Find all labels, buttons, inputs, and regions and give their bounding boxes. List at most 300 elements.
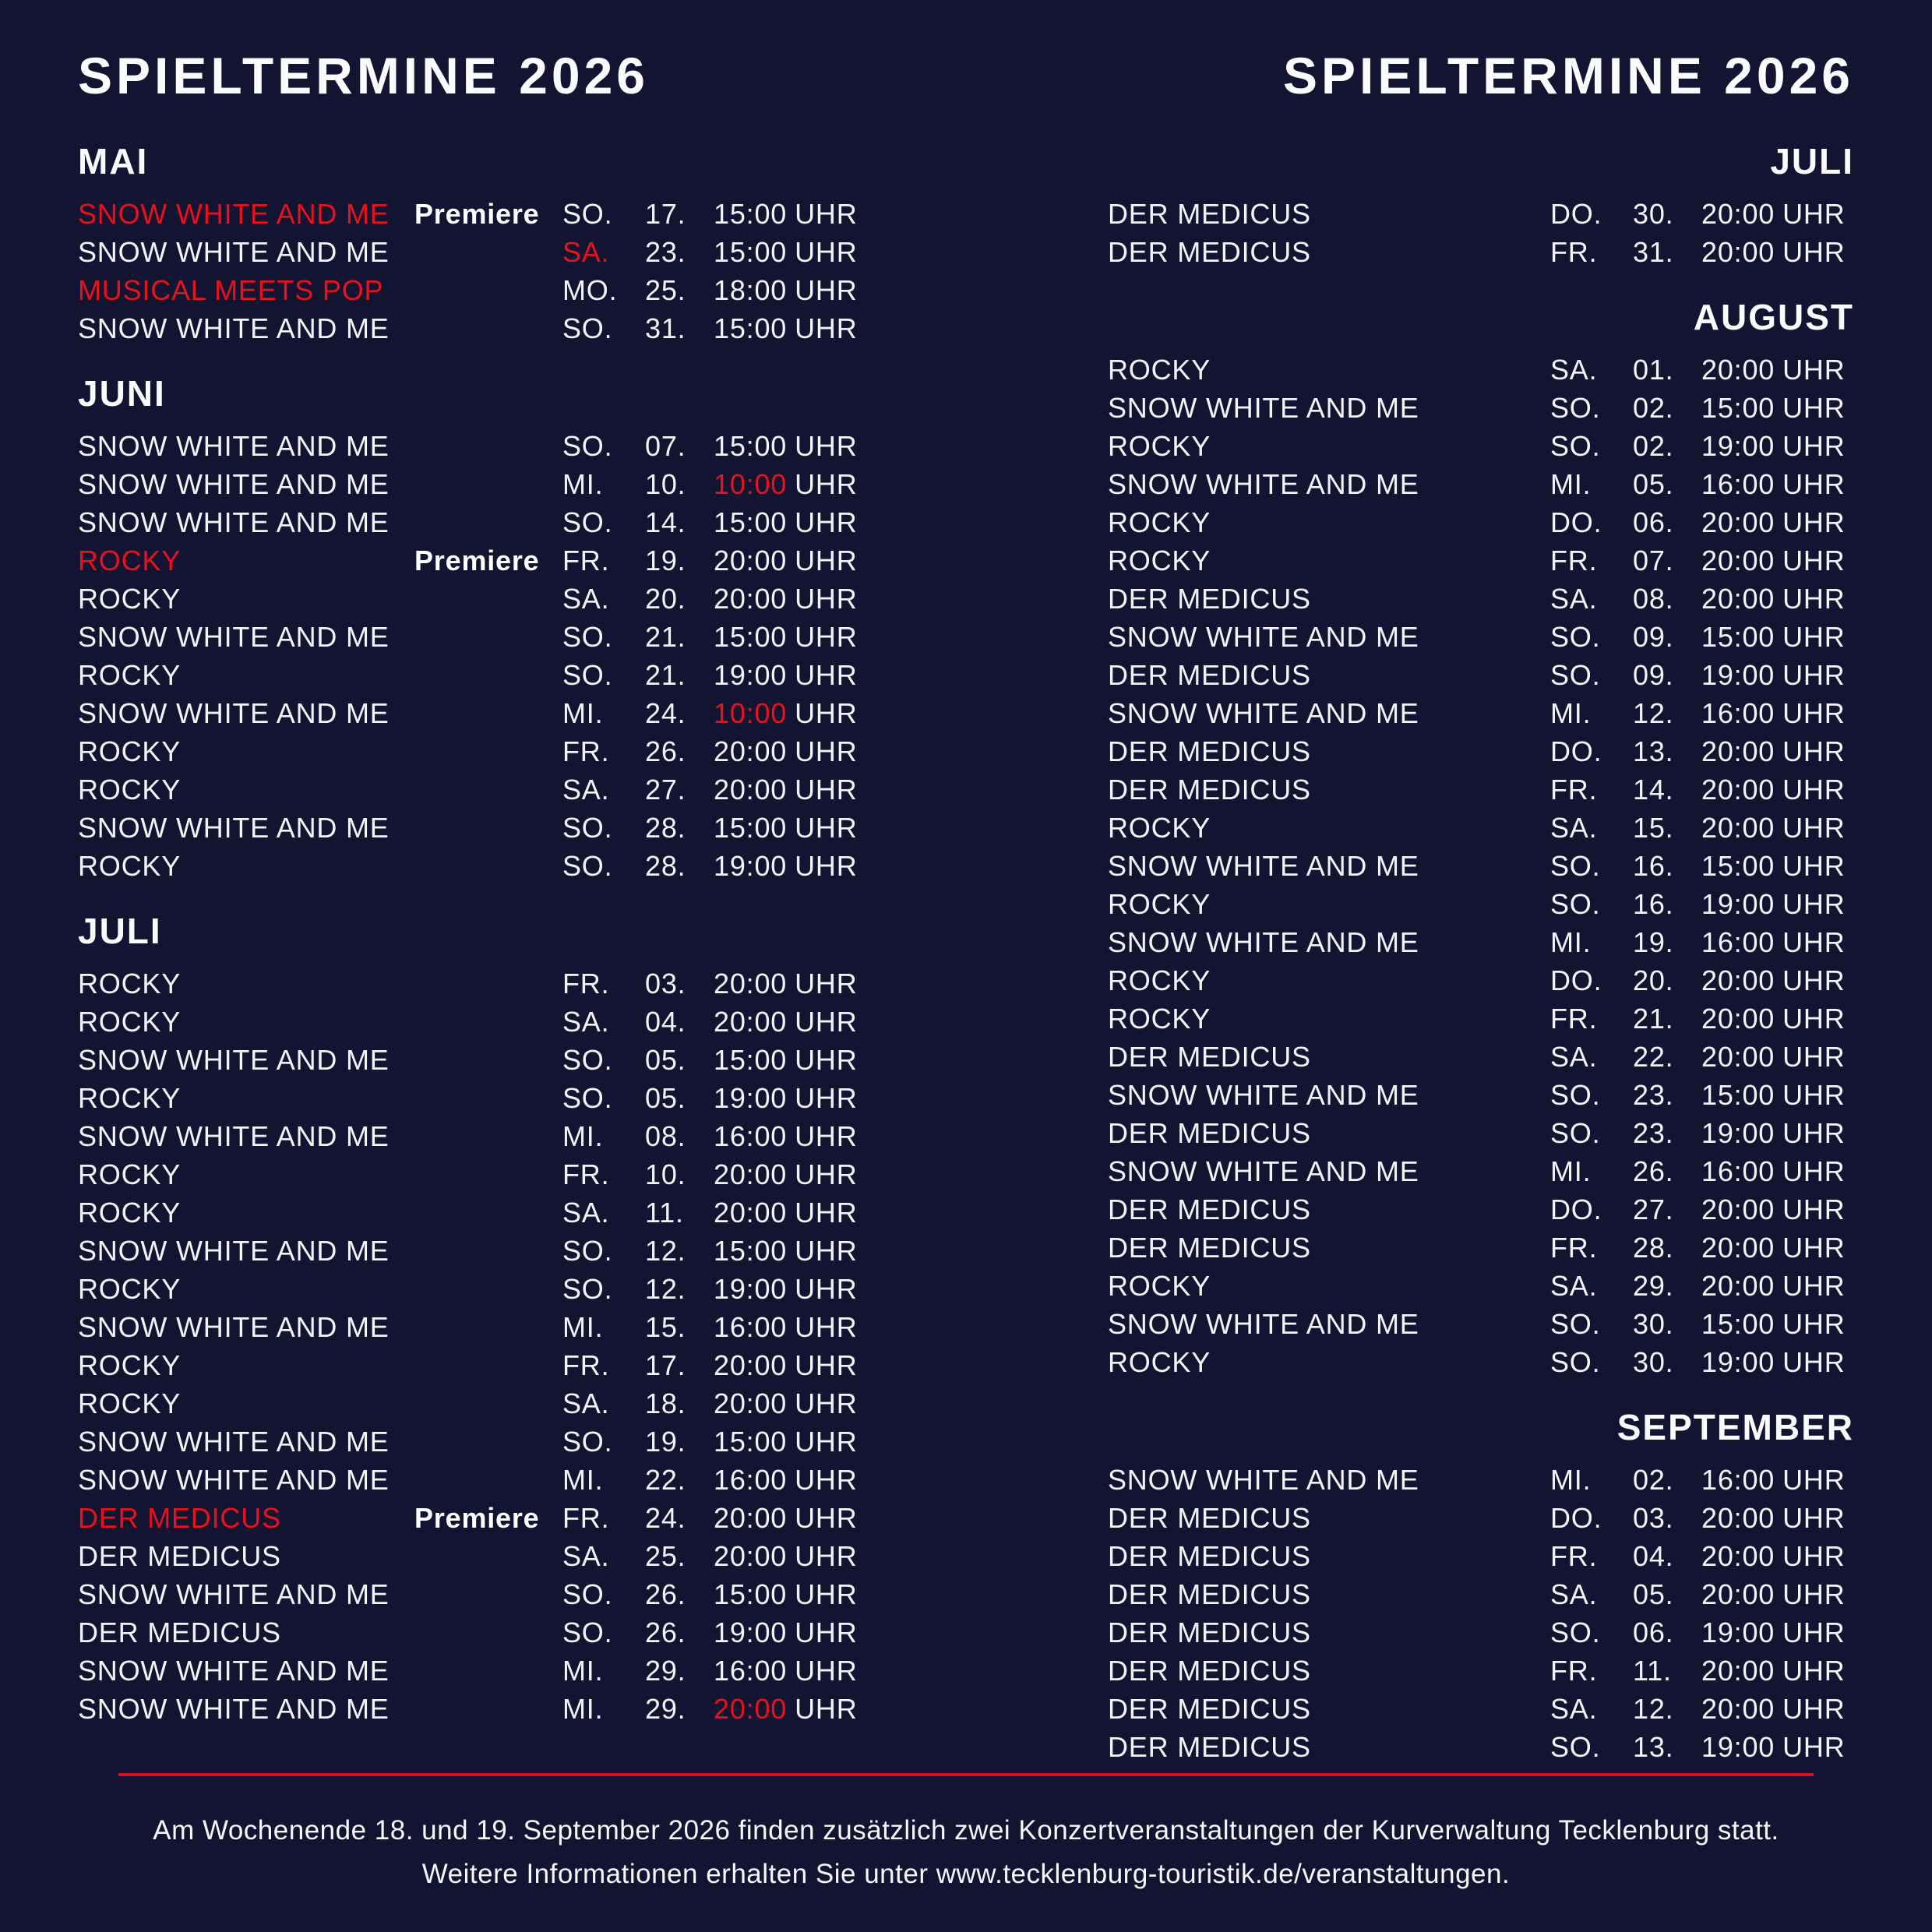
uhr-label: UHR <box>795 198 858 230</box>
schedule-row <box>1108 618 1854 656</box>
show-name: ROCKY <box>1108 964 1211 996</box>
show-name: SNOW WHITE AND ME <box>78 1311 390 1343</box>
schedule-row <box>1108 1652 1854 1690</box>
schedule-row <box>78 618 866 656</box>
date-cell: 20. <box>1633 964 1674 996</box>
uhr-label: UHR <box>1782 1693 1846 1725</box>
time-value: 20:00 <box>1701 1502 1775 1534</box>
time-cell <box>1701 1499 1854 1537</box>
time-cell <box>714 427 866 465</box>
schedule-row <box>1108 1152 1854 1190</box>
uhr-label: UHR <box>1782 1193 1846 1225</box>
month-header: JUNI <box>78 373 166 414</box>
show-name: ROCKY <box>1108 506 1211 538</box>
day-cell: SO. <box>562 1235 613 1267</box>
footer-area <box>78 1773 1854 1904</box>
date-cell: 19. <box>1633 926 1674 958</box>
time-cell <box>1701 1728 1854 1766</box>
time-cell <box>1701 1575 1854 1613</box>
day-cell: SO. <box>1550 430 1601 462</box>
time-value: 10:00 <box>714 468 788 500</box>
time-value: 16:00 <box>714 1464 788 1496</box>
date-cell: 17. <box>645 198 686 230</box>
show-name: ROCKY <box>78 1197 182 1229</box>
time-value: 15:00 <box>714 621 788 653</box>
day-cell: SO. <box>1550 1346 1601 1378</box>
time-value: 20:00 <box>714 1502 788 1534</box>
time-cell <box>1701 233 1854 271</box>
time-value: 16:00 <box>1701 697 1775 729</box>
show-name: ROCKY <box>1108 430 1211 462</box>
day-cell: SA. <box>562 236 610 268</box>
schedule-row <box>1108 923 1854 961</box>
uhr-label: UHR <box>1782 1270 1846 1302</box>
time-value: 20:00 <box>714 1540 788 1572</box>
date-cell: 28. <box>645 812 686 844</box>
time-value: 20:00 <box>714 1006 788 1038</box>
day-cell: SO. <box>1550 392 1601 424</box>
uhr-label: UHR <box>795 1502 858 1534</box>
time-value: 19:00 <box>714 1273 788 1305</box>
show-name: ROCKY <box>78 583 182 615</box>
day-cell: MI. <box>562 1311 604 1343</box>
date-cell: 24. <box>645 697 686 729</box>
date-cell: 23. <box>1633 1117 1674 1149</box>
show-name: DER MEDICUS <box>1108 735 1311 767</box>
show-name: SNOW WHITE AND ME <box>1108 1079 1419 1111</box>
day-cell: MI. <box>562 468 604 500</box>
schedule-row <box>78 1461 866 1499</box>
show-name: ROCKY <box>78 850 182 882</box>
show-name: SNOW WHITE AND ME <box>78 1426 390 1458</box>
schedule-row <box>1108 732 1854 770</box>
month-section-juli <box>78 911 866 1728</box>
uhr-label: UHR <box>1782 888 1846 920</box>
uhr-label: UHR <box>795 850 858 882</box>
time-value: 20:00 <box>714 735 788 767</box>
date-cell: 19. <box>645 1426 686 1458</box>
time-value: 10:00 <box>714 697 788 729</box>
time-value: 19:00 <box>1701 1346 1775 1378</box>
show-name: SNOW WHITE AND ME <box>78 506 390 538</box>
uhr-label: UHR <box>795 1082 858 1114</box>
uhr-label: UHR <box>795 1578 858 1610</box>
uhr-label: UHR <box>1782 926 1846 958</box>
uhr-label: UHR <box>795 1197 858 1229</box>
uhr-label: UHR <box>1782 468 1846 500</box>
page-title-left: SPIELTERMINE 2026 <box>78 47 649 104</box>
time-cell <box>714 1193 866 1232</box>
time-cell <box>1701 923 1854 961</box>
uhr-label: UHR <box>795 697 858 729</box>
schedule-row <box>78 233 866 271</box>
show-name: ROCKY <box>78 545 182 576</box>
time-cell <box>714 1079 866 1117</box>
schedule-row <box>1108 1613 1854 1652</box>
time-cell <box>1701 1652 1854 1690</box>
date-cell: 09. <box>1633 621 1674 653</box>
month-section-september <box>1108 1408 1854 1766</box>
uhr-label: UHR <box>1782 236 1846 268</box>
show-name: ROCKY <box>78 774 182 806</box>
date-cell: 08. <box>1633 583 1674 615</box>
uhr-label: UHR <box>795 1273 858 1305</box>
day-cell: FR. <box>562 1158 610 1190</box>
time-cell <box>1701 694 1854 732</box>
uhr-label: UHR <box>1782 583 1846 615</box>
show-name: SNOW WHITE AND ME <box>78 621 390 653</box>
time-cell <box>1701 1076 1854 1114</box>
show-name: ROCKY <box>78 1006 182 1038</box>
schedule-row <box>1108 1038 1854 1076</box>
uhr-label: UHR <box>1782 1155 1846 1187</box>
time-cell <box>1701 1537 1854 1575</box>
schedule-row <box>1108 1537 1854 1575</box>
day-cell: DO. <box>1550 1193 1602 1225</box>
show-name: SNOW WHITE AND ME <box>78 697 390 729</box>
footer-note-line2: Weitere Informationen erhalten Sie unter www.tecklenburg-touristik.de/veranstaltungen. <box>421 1859 1511 1889</box>
uhr-label: UHR <box>795 1311 858 1343</box>
time-value: 20:00 <box>1701 1193 1775 1225</box>
date-cell: 25. <box>645 274 686 306</box>
time-cell <box>714 1499 866 1537</box>
show-name: ROCKY <box>78 1349 182 1381</box>
schedule-row <box>1108 389 1854 427</box>
time-value: 20:00 <box>1701 198 1775 230</box>
schedule-row <box>78 1232 866 1270</box>
date-cell: 03. <box>1633 1502 1674 1534</box>
day-cell: MI. <box>1550 1155 1592 1187</box>
time-cell <box>714 271 866 309</box>
uhr-label: UHR <box>795 1616 858 1648</box>
time-value: 20:00 <box>1701 1270 1775 1302</box>
uhr-label: UHR <box>795 1693 858 1725</box>
date-cell: 15. <box>1633 812 1674 844</box>
schedule-row <box>1108 656 1854 694</box>
right-column <box>1108 47 1854 1766</box>
time-value: 20:00 <box>1701 236 1775 268</box>
time-value: 20:00 <box>1701 354 1775 386</box>
schedule-row <box>1108 1114 1854 1152</box>
schedule-row <box>78 694 866 732</box>
date-cell: 02. <box>1633 430 1674 462</box>
schedule-row <box>78 271 866 309</box>
time-value: 20:00 <box>1701 506 1775 538</box>
time-cell <box>1701 1690 1854 1728</box>
schedule-row <box>1108 465 1854 503</box>
time-cell <box>1701 541 1854 580</box>
day-cell: SO. <box>562 1578 613 1610</box>
schedule-row <box>78 1155 866 1193</box>
time-cell <box>1701 732 1854 770</box>
time-value: 15:00 <box>1701 621 1775 653</box>
show-name: SNOW WHITE AND ME <box>78 198 390 230</box>
schedule-row <box>78 427 866 465</box>
uhr-label: UHR <box>1782 1616 1846 1648</box>
day-cell: FR. <box>1550 545 1598 576</box>
date-cell: 14. <box>645 506 686 538</box>
time-value: 16:00 <box>714 1120 788 1152</box>
uhr-label: UHR <box>795 236 858 268</box>
date-cell: 05. <box>1633 1578 1674 1610</box>
show-name: SNOW WHITE AND ME <box>78 1578 390 1610</box>
date-cell: 24. <box>645 1502 686 1534</box>
time-cell <box>714 1652 866 1690</box>
schedule-columns <box>78 47 1854 1766</box>
date-cell: 29. <box>1633 1270 1674 1302</box>
show-name: ROCKY <box>1108 1270 1211 1302</box>
date-cell: 30. <box>1633 1346 1674 1378</box>
schedule-row <box>78 1308 866 1346</box>
uhr-label: UHR <box>795 312 858 344</box>
show-name: ROCKY <box>78 735 182 767</box>
schedule-row <box>1108 1229 1854 1267</box>
show-name: SNOW WHITE AND ME <box>78 312 390 344</box>
premiere-label: Premiere <box>414 198 540 230</box>
time-cell <box>1701 656 1854 694</box>
time-cell <box>1701 1114 1854 1152</box>
time-value: 20:00 <box>1701 812 1775 844</box>
schedule-row <box>1108 1499 1854 1537</box>
schedule-row <box>78 1003 866 1041</box>
time-cell <box>714 1003 866 1041</box>
time-cell <box>714 465 866 503</box>
day-cell: MO. <box>562 274 618 306</box>
schedule-row <box>78 1193 866 1232</box>
uhr-label: UHR <box>795 1387 858 1419</box>
day-cell: SA. <box>562 1540 610 1572</box>
day-cell: MI. <box>562 1693 604 1725</box>
day-cell: SO. <box>562 198 613 230</box>
day-cell: SA. <box>1550 1578 1598 1610</box>
time-cell <box>1701 1305 1854 1343</box>
schedule-row <box>78 1346 866 1384</box>
uhr-label: UHR <box>1782 1346 1846 1378</box>
show-name: SNOW WHITE AND ME <box>78 1235 390 1267</box>
time-cell <box>1701 1229 1854 1267</box>
schedule-row <box>1108 195 1854 233</box>
uhr-label: UHR <box>1782 697 1846 729</box>
schedule-row <box>78 1575 866 1613</box>
date-cell: 12. <box>645 1235 686 1267</box>
time-cell <box>714 1232 866 1270</box>
show-name: DER MEDICUS <box>1108 1041 1311 1073</box>
show-name: DER MEDICUS <box>78 1540 281 1572</box>
date-cell: 23. <box>645 236 686 268</box>
time-cell <box>714 1270 866 1308</box>
show-name: ROCKY <box>78 1273 182 1305</box>
time-cell <box>1701 427 1854 465</box>
time-value: 15:00 <box>714 1426 788 1458</box>
day-cell: MI. <box>1550 926 1592 958</box>
day-cell: SO. <box>562 506 613 538</box>
schedule-row <box>1108 233 1854 271</box>
schedule-row <box>78 770 866 809</box>
schedule-row <box>78 1423 866 1461</box>
time-cell <box>1701 809 1854 847</box>
show-name: ROCKY <box>78 659 182 691</box>
time-cell <box>714 770 866 809</box>
time-cell <box>714 1041 866 1079</box>
day-cell: SO. <box>562 850 613 882</box>
uhr-label: UHR <box>1782 964 1846 996</box>
time-cell <box>714 195 866 233</box>
schedule-row <box>1108 847 1854 885</box>
uhr-label: UHR <box>1782 735 1846 767</box>
day-cell: SO. <box>562 659 613 691</box>
day-cell: SA. <box>1550 583 1598 615</box>
day-cell: SO. <box>562 430 613 462</box>
day-cell: SO. <box>562 621 613 653</box>
date-cell: 27. <box>645 774 686 806</box>
time-value: 20:00 <box>714 1693 788 1725</box>
uhr-label: UHR <box>1782 1540 1846 1572</box>
date-cell: 23. <box>1633 1079 1674 1111</box>
time-cell <box>714 1346 866 1384</box>
day-cell: SA. <box>1550 1041 1598 1073</box>
schedule-row <box>78 1117 866 1155</box>
show-name: ROCKY <box>78 968 182 999</box>
time-cell <box>714 1537 866 1575</box>
page-title-right: SPIELTERMINE 2026 <box>1283 47 1854 104</box>
date-cell: 06. <box>1633 1616 1674 1648</box>
schedule-row <box>1108 503 1854 541</box>
schedule-row <box>78 1384 866 1423</box>
uhr-label: UHR <box>1782 1655 1846 1687</box>
time-cell <box>1701 1461 1854 1499</box>
show-name: SNOW WHITE AND ME <box>1108 392 1419 424</box>
date-cell: 30. <box>1633 198 1674 230</box>
day-cell: DO. <box>1550 735 1602 767</box>
schedule-row <box>78 580 866 618</box>
time-value: 19:00 <box>1701 659 1775 691</box>
time-cell <box>714 847 866 885</box>
schedule-row <box>1108 1461 1854 1499</box>
show-name: ROCKY <box>1108 545 1211 576</box>
day-cell: MI. <box>1550 468 1592 500</box>
schedule-row <box>78 656 866 694</box>
time-cell <box>1701 1613 1854 1652</box>
month-section-mai <box>78 142 866 347</box>
schedule-row <box>78 309 866 347</box>
schedule-row <box>78 195 866 233</box>
date-cell: 28. <box>1633 1232 1674 1264</box>
show-name: ROCKY <box>78 1158 182 1190</box>
day-cell: FR. <box>562 735 610 767</box>
date-cell: 05. <box>645 1044 686 1076</box>
time-cell <box>714 233 866 271</box>
uhr-label: UHR <box>1782 1731 1846 1763</box>
time-cell <box>1701 1343 1854 1381</box>
time-cell <box>714 618 866 656</box>
day-cell: SO. <box>1550 621 1601 653</box>
time-value: 20:00 <box>714 545 788 576</box>
date-cell: 22. <box>1633 1041 1674 1073</box>
day-cell: SO. <box>562 1082 613 1114</box>
day-cell: MI. <box>562 697 604 729</box>
schedule-row <box>1108 694 1854 732</box>
day-cell: FR. <box>1550 1540 1598 1572</box>
schedule-row <box>78 1499 866 1537</box>
show-name: SNOW WHITE AND ME <box>78 1044 390 1076</box>
day-cell: FR. <box>562 968 610 999</box>
schedule-row <box>1108 1305 1854 1343</box>
uhr-label: UHR <box>1782 850 1846 882</box>
day-cell: SA. <box>1550 1693 1598 1725</box>
uhr-label: UHR <box>795 735 858 767</box>
uhr-label: UHR <box>1782 1578 1846 1610</box>
uhr-label: UHR <box>795 1006 858 1038</box>
time-value: 19:00 <box>1701 888 1775 920</box>
date-cell: 09. <box>1633 659 1674 691</box>
time-cell <box>714 1690 866 1728</box>
time-value: 15:00 <box>714 1578 788 1610</box>
time-cell <box>714 1461 866 1499</box>
uhr-label: UHR <box>1782 1464 1846 1496</box>
uhr-label: UHR <box>795 968 858 999</box>
schedule-row <box>78 1537 866 1575</box>
uhr-label: UHR <box>1782 1041 1846 1073</box>
day-cell: FR. <box>562 1502 610 1534</box>
time-value: 15:00 <box>1701 850 1775 882</box>
time-cell <box>714 1308 866 1346</box>
time-value: 15:00 <box>714 198 788 230</box>
show-name: DER MEDICUS <box>1108 1578 1311 1610</box>
date-cell: 26. <box>645 735 686 767</box>
time-cell <box>1701 465 1854 503</box>
schedule-row <box>1108 1728 1854 1766</box>
day-cell: SO. <box>562 1044 613 1076</box>
uhr-label: UHR <box>795 1540 858 1572</box>
schedule-row <box>1108 999 1854 1038</box>
show-name: SNOW WHITE AND ME <box>78 1464 390 1496</box>
schedule-row <box>78 732 866 770</box>
time-cell <box>1701 770 1854 809</box>
date-cell: 07. <box>645 430 686 462</box>
uhr-label: UHR <box>1782 392 1846 424</box>
time-value: 15:00 <box>714 812 788 844</box>
uhr-label: UHR <box>795 430 858 462</box>
time-cell <box>1701 618 1854 656</box>
schedule-row <box>1108 541 1854 580</box>
time-cell <box>1701 1190 1854 1229</box>
show-name: SNOW WHITE AND ME <box>1108 926 1419 958</box>
time-value: 16:00 <box>714 1655 788 1687</box>
show-name: SNOW WHITE AND ME <box>1108 468 1419 500</box>
time-cell <box>714 1423 866 1461</box>
schedule-row <box>78 1690 866 1728</box>
uhr-label: UHR <box>795 659 858 691</box>
time-value: 16:00 <box>1701 926 1775 958</box>
show-name: SNOW WHITE AND ME <box>1108 1308 1419 1340</box>
show-name: ROCKY <box>1108 888 1211 920</box>
time-value: 19:00 <box>714 1616 788 1648</box>
date-cell: 15. <box>645 1311 686 1343</box>
time-value: 20:00 <box>1701 583 1775 615</box>
date-cell: 04. <box>1633 1540 1674 1572</box>
time-value: 15:00 <box>1701 1308 1775 1340</box>
time-cell <box>714 1384 866 1423</box>
date-cell: 20. <box>645 583 686 615</box>
time-cell <box>714 694 866 732</box>
day-cell: SO. <box>1550 850 1601 882</box>
uhr-label: UHR <box>1782 1003 1846 1035</box>
uhr-label: UHR <box>795 812 858 844</box>
time-value: 18:00 <box>714 274 788 306</box>
day-cell: FR. <box>562 1349 610 1381</box>
day-cell: SO. <box>1550 888 1601 920</box>
day-cell: FR. <box>1550 1655 1598 1687</box>
